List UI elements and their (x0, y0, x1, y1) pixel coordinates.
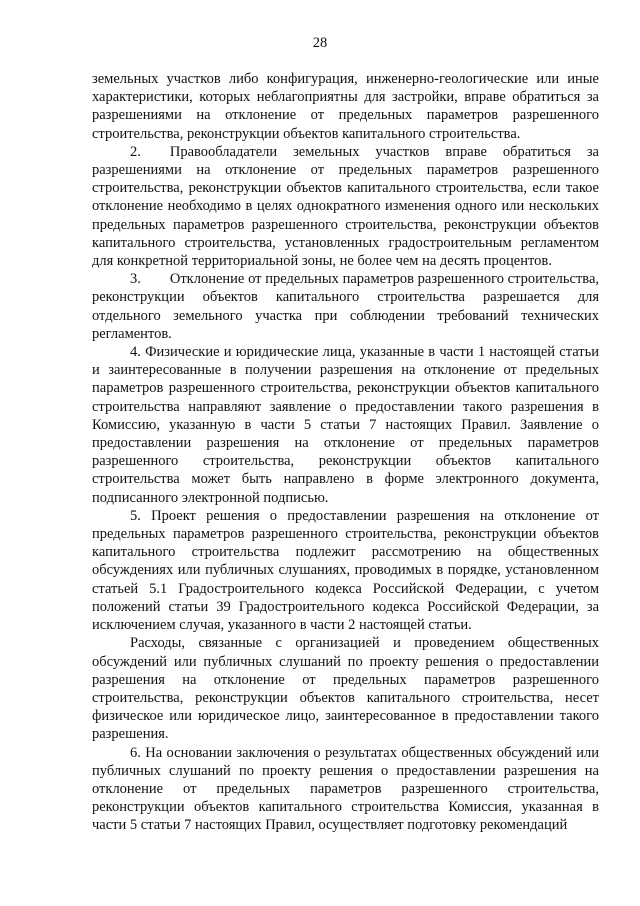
paragraph-item-4: 4. Физические и юридические лица, указанные в части 1 настоящей статьи и заинтересованные в получении разрешения на отклонение от предельных параметров разрешенного строительства, реконструкции объектов капитального строительства направляют заявление о предоставлении такого разрешения в Комиссию, указанную в части 5 статьи 7 настоящих Правил. Заявление о предоставлении разрешения на отклонение от предельных параметров разрешенного строительства, реконструкции объектов капитального строительства может быть направлено в форме электронного документа, подписанного электронной подписью. (92, 344, 599, 506)
paragraph-continuation: земельных участков либо конфигурация, инженерно-геологические или иные характеристики, которых неблагоприятны для застройки, вправе обратиться за разрешениями на отклонение от предельных параметров разрешенного строительства, реконструкции объектов капитального строительства. (92, 71, 599, 142)
document-body (92, 70, 599, 835)
page-number: 28 (312, 35, 328, 51)
paragraph-item-6: 6. На основании заключения о результатах общественных обсуждений или публичных слушаний по проекту решения о предоставлении разрешения на отклонение от предельных параметров разрешенного строительства, реконструкции объектов капитального строительства Комиссия, указанная в части 5 статьи 7 настоящих Правил, осуществляет подготовку рекомендаций (92, 744, 599, 834)
paragraph-expenses: Расходы, связанные с организацией и проведением общественных обсуждений или публичных слушаний по проекту решения о предоставлении разрешения на отклонение от предельных параметров разрешенного строительства, реконструкции объектов капитального строительства, несет физическое или юридическое лицо, заинтересованное в предоставлении такого разрешения. (92, 635, 599, 743)
paragraph-item-3: 3. Отклонение от предельных параметров разрешенного строительства, реконструкции объектов капитального строительства разрешается для отдельного земельного участка при соблюдении требований технических регламентов. (92, 271, 599, 342)
paragraph-item-2: 2. Правообладатели земельных участков вправе обратиться за разрешениями на отклонение от предельных параметров разрешенного строительства, реконструкции объектов капитального строительства, если такое отклонение необходимо в целях однократного изменения одного или нескольких предельных параметров разрешенного строительства, реконструкции объектов капитального строительства, установленных градостроительным регламентом для конкретной территориальной зоны, не более чем на десять процентов. (92, 143, 599, 270)
paragraph-item-5: 5. Проект решения о предоставлении разрешения на отклонение от предельных параметров разрешенного строительства, реконструкции объектов капитального строительства подлежит рассмотрению на общественных обсуждениях или публичных слушаниях, проводимых в порядке, установленном статьей 5.1 Градостроительного кодекса Российской Федерации, с учетом положений статьи 39 Градостроительного кодекса Российской Федерации, за исключением случая, указанного в части 2 настоящей статьи. (92, 507, 599, 634)
